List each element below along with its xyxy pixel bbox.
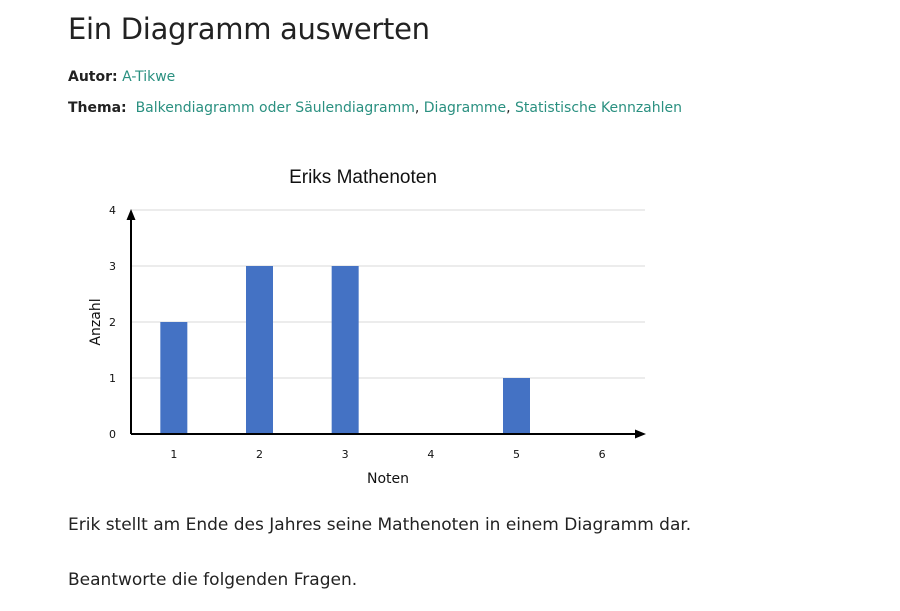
bar-note-5 — [503, 378, 530, 434]
topic-link-diagrams[interactable]: Diagramme — [423, 100, 507, 116]
bar-note-1 — [160, 322, 187, 434]
axes — [127, 209, 647, 439]
bars — [160, 266, 530, 434]
grid-lines — [131, 210, 645, 378]
y-tick-label: 2 — [109, 316, 116, 329]
x-axis-arrow — [635, 430, 646, 439]
bar-note-2 — [246, 266, 273, 434]
x-tick-label: 2 — [256, 448, 263, 461]
x-tick-label: 6 — [598, 448, 606, 461]
x-axis-label: Noten — [366, 471, 410, 487]
y-tick-label: 4 — [109, 204, 116, 217]
topic-label: Thema: — [68, 100, 127, 116]
topic-separator: , — [506, 100, 511, 116]
chart-title: Eriks Mathenoten — [289, 167, 437, 188]
y-axis-label: Anzahl — [88, 298, 104, 346]
page-title: Ein Diagramm auswerten — [68, 12, 430, 46]
topic-link-statistics[interactable]: Statistische Kennzahlen — [515, 100, 683, 116]
bar-note-3 — [332, 266, 359, 434]
author-link[interactable]: A-Tikwe — [122, 69, 176, 85]
instruction-paragraph: Beantworte die folgenden Fragen. — [68, 570, 358, 590]
x-tick-label: 3 — [341, 448, 349, 461]
y-axis-arrow — [127, 209, 136, 220]
topic-separator: , — [414, 100, 420, 116]
y-tick-label: 0 — [109, 428, 116, 441]
y-tick-label: 1 — [109, 372, 116, 385]
author-label: Autor: — [68, 69, 118, 85]
x-tick-label: 1 — [170, 448, 178, 461]
x-tick-label: 5 — [513, 448, 520, 461]
intro-paragraph: Erik stellt am Ende des Jahres seine Mathenoten in einem Diagramm dar. — [68, 515, 692, 535]
x-tick-label: 4 — [427, 448, 435, 461]
topic-link-bar-chart[interactable]: Balkendiagramm oder Säulendiagramm — [135, 100, 415, 116]
y-tick-label: 3 — [109, 260, 116, 273]
